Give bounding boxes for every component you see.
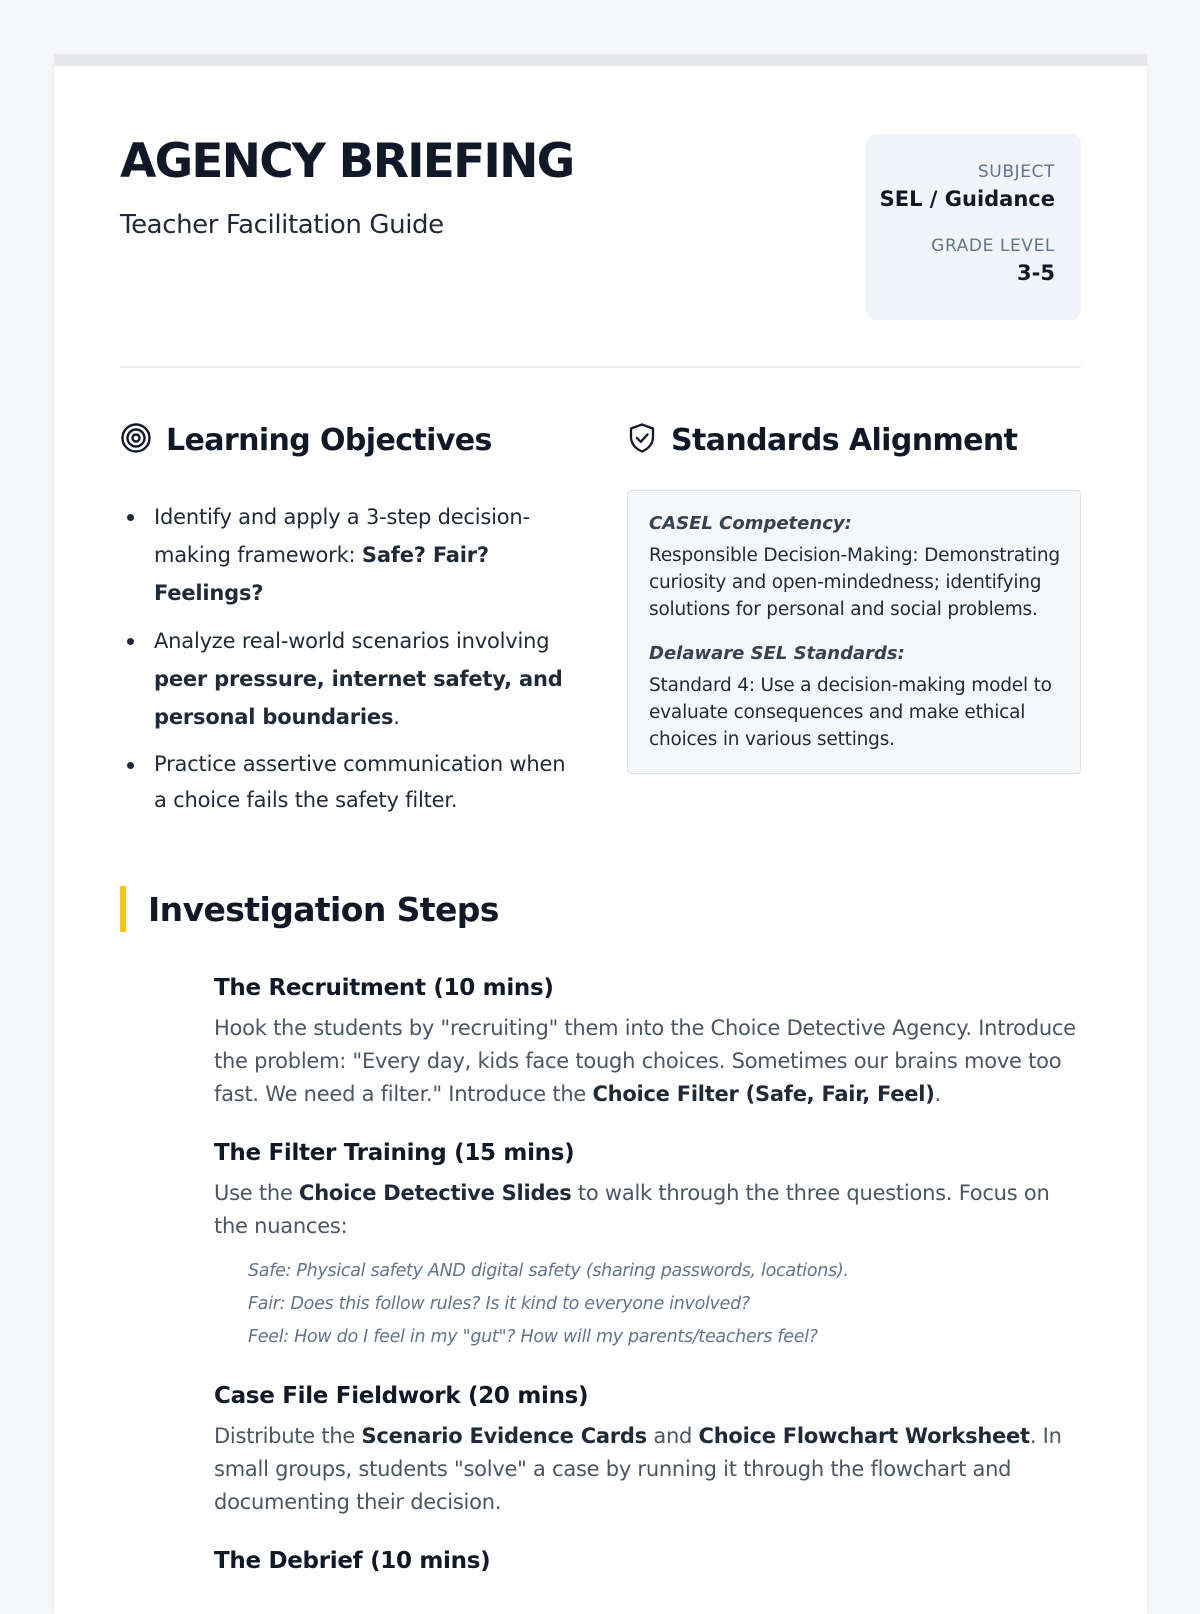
step-body: Distribute the Scenario Evidence Cards and Choice Flowchart Worksheet. In small groups, students "solve" a case by running it through the flowchart and documenting their decision. <box>214 1424 1062 1514</box>
standards-box <box>627 490 1081 774</box>
learning-objectives-section <box>120 418 580 828</box>
step-filter-training <box>214 1137 1081 1354</box>
step-debrief <box>214 1545 1081 1577</box>
casel-text: Responsible Decision-Making: Demonstrating curiosity and open-mindedness; identifying solutions for personal and social problems. <box>649 545 1060 620</box>
investigation-steps-section <box>120 886 1081 1603</box>
delaware-label: Delaware SEL Standards: <box>649 643 905 664</box>
delaware-text: Standard 4: Use a decision-making model to evaluate consequences and make ethical choices in various settings. <box>649 675 1052 750</box>
step-title: The Recruitment (10 mins) <box>214 975 554 1001</box>
step-title: The Filter Training (15 mins) <box>214 1140 575 1166</box>
document-header <box>120 66 1081 368</box>
step-body: Hook the students by "recruiting" them into the Choice Detective Agency. Introduce the problem: "Every day, kids face tough choices. Sometimes our brains move too fast. We need a filter." Introduce the Choice Filter (Safe, Fair, Feel). <box>214 1016 1076 1106</box>
step-title: Case File Fieldwork (20 mins) <box>214 1383 589 1409</box>
steps-list <box>214 972 1081 1577</box>
investigation-steps-header <box>120 886 1081 932</box>
subject-label: SUBJECT <box>977 162 1055 182</box>
list-item: Feel: How do I feel in my "gut"? How will my parents/teachers feel? <box>248 1327 818 1347</box>
nuance-list <box>248 1255 1081 1354</box>
document-subtitle: Teacher Facilitation Guide <box>120 210 444 240</box>
meta-info-box <box>866 134 1081 320</box>
list-item: Practice assertive communication when a choice fails the safety filter. <box>120 746 580 818</box>
grade-level-label: GRADE LEVEL <box>931 236 1055 256</box>
learning-objectives-heading: Learning Objectives <box>166 422 492 458</box>
learning-objectives-header <box>120 418 580 462</box>
target-icon <box>120 422 152 458</box>
grade-level-value: 3-5 <box>1017 261 1055 285</box>
step-recruitment <box>214 972 1081 1111</box>
objectives-list <box>120 498 580 818</box>
step-case-file-fieldwork <box>214 1380 1081 1519</box>
header-divider <box>120 366 1081 368</box>
subject-value: SEL / Guidance <box>879 187 1055 211</box>
list-item: Safe: Physical safety AND digital safety (sharing passwords, locations). <box>248 1261 849 1281</box>
standards-alignment-section <box>627 418 1081 774</box>
document-title: AGENCY BRIEFING <box>120 134 574 189</box>
step-title: The Debrief (10 mins) <box>214 1548 491 1574</box>
list-item: Fair: Does this follow rules? Is it kind to everyone involved? <box>248 1294 750 1314</box>
document-page <box>54 54 1147 1614</box>
casel-label: CASEL Competency: <box>649 513 852 534</box>
step-body: Use the Choice Detective Slides to walk through the three questions. Focus on the nuances: <box>214 1181 1050 1238</box>
list-item: Analyze real-world scenarios involving peer pressure, internet safety, and personal boundaries. <box>120 622 580 736</box>
investigation-steps-heading: Investigation Steps <box>148 889 499 929</box>
accent-bar <box>120 886 126 932</box>
standards-alignment-header <box>627 418 1081 462</box>
shield-check-icon <box>627 422 657 458</box>
standards-alignment-heading: Standards Alignment <box>671 422 1018 458</box>
list-item: Identify and apply a 3-step decision-making framework: Safe? Fair? Feelings? <box>120 498 580 612</box>
